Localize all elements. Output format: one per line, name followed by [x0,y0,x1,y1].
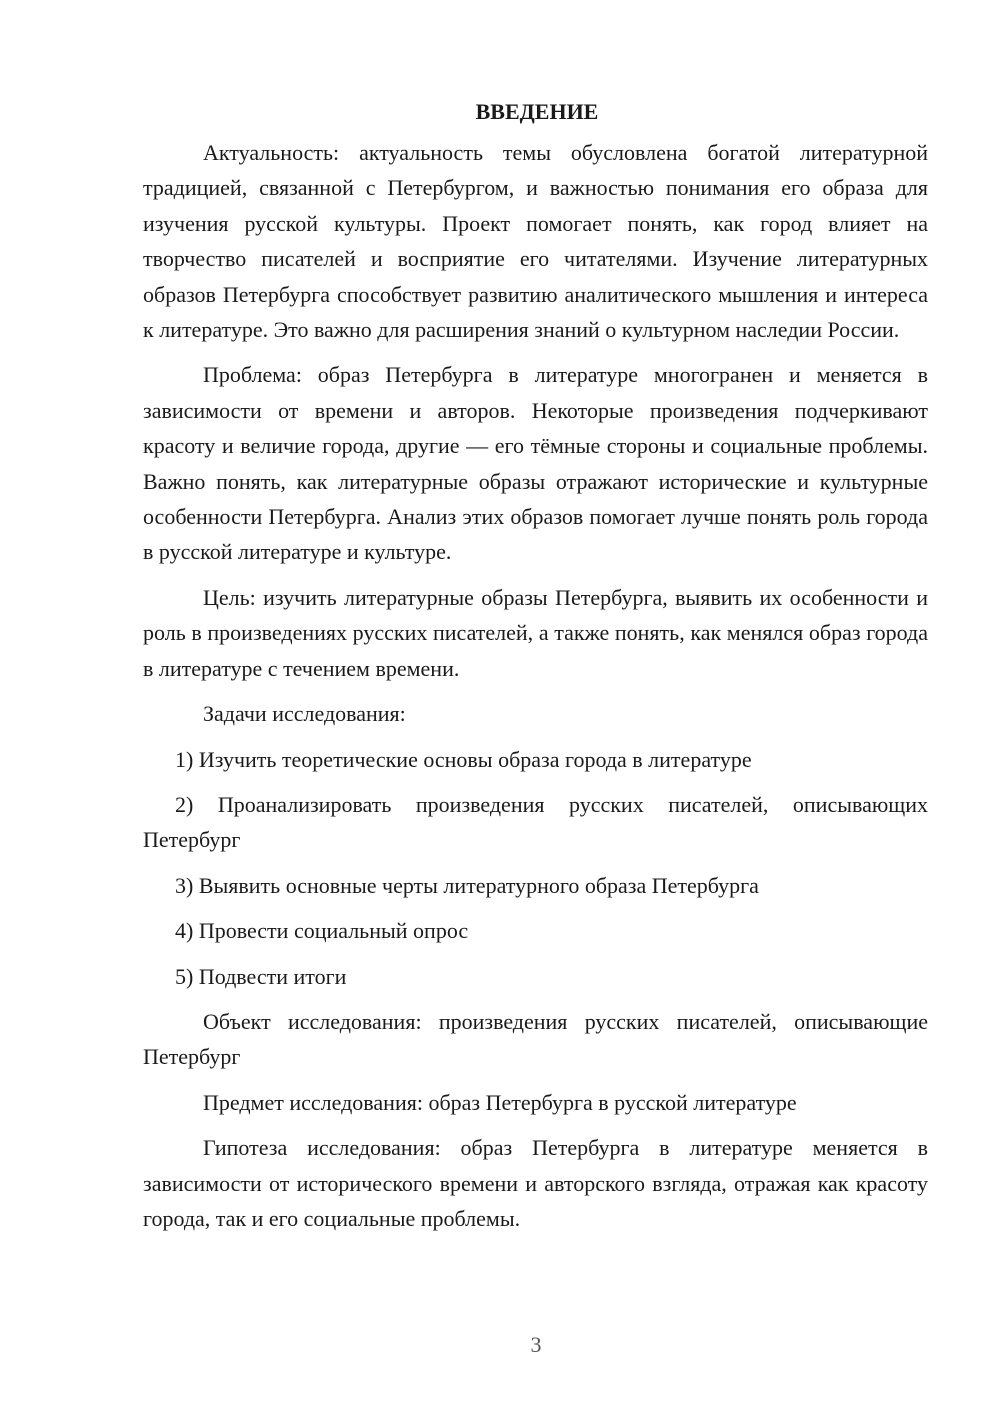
object-paragraph: Объект исследования: произведения русских писателей, описывающие Петербург [143,1008,928,1070]
relevance-paragraph: Актуальность: актуальность темы обусловлена богатой литературной традицией, связанной с Петербургом, и важностью понимания его образа для изучения русской культуры. Проект помогает понять, как город влияет на творчество писателей и восприятие его читателями. Изучение литературных образов Петербурга способствует развитию аналитического мышления и интереса к литературе. Это важно для расширения знаний о культурном наследии России. [143,140,928,343]
tasks-heading: Задачи исследования: [203,701,406,727]
task-item: 4) Провести социальный опрос [175,918,469,944]
page-number: 3 [530,1332,542,1357]
section-title: ВВЕДЕНИЕ [475,99,599,124]
hypothesis-paragraph: Гипотеза исследования: образ Петербурга в литературе меняется в зависимости от исторического времени и авторского взгляда, отражая как красоту города, так и его социальные проблемы. [143,1135,928,1231]
problem-paragraph: Проблема: образ Петербурга в литературе многогранен и меняется в зависимости от времени и авторов. Некоторые произведения подчеркивают красоту и величие города, другие — его тёмные стороны и социальные проблемы. Важно понять, как литературные образы отражают исторические и культурные особенности Петербурга. Анализ этих образов помогает лучше понять роль города в русской литературе и культуре. [143,362,928,565]
task-item: 2) Проанализировать произведения русских писателей, описывающих Петербург [143,791,928,853]
subject-paragraph: Предмет исследования: образ Петербурга в русской литературе [203,1089,797,1115]
document-body [143,94,928,1246]
task-item: 3) Выявить основные черты литературного образа Петербурга [175,872,759,898]
task-item: 5) Подвести итоги [175,963,347,989]
task-item: 1) Изучить теоретические основы образа города в литературе [175,746,752,772]
goal-paragraph: Цель: изучить литературные образы Петербурга, выявить их особенности и роль в произведениях русских писателей, а также понять, как менялся образ города в литературе с течением времени. [143,584,928,681]
